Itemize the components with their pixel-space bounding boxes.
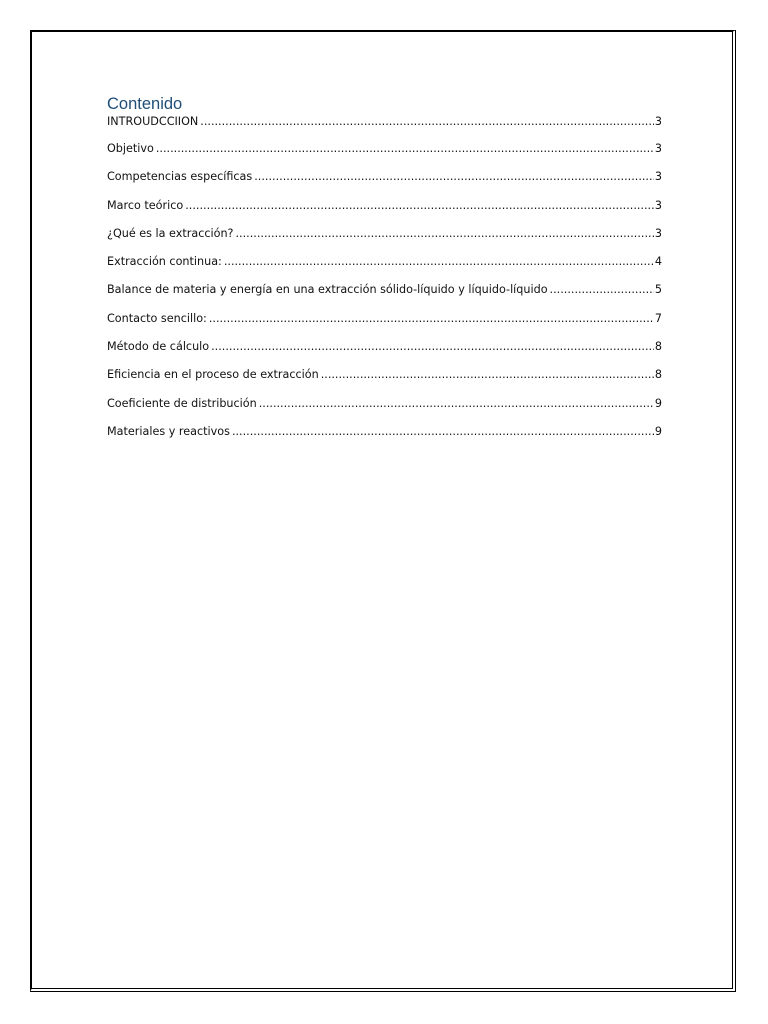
toc-page-number: 8 <box>654 368 662 382</box>
toc-entry-coeficiente[interactable] <box>107 397 662 425</box>
toc-page-number: 3 <box>654 142 662 155</box>
toc-leader-dots <box>224 255 654 269</box>
toc-entry-label: ¿Qué es la extracción? <box>107 226 234 240</box>
toc-leader-dots <box>550 283 654 297</box>
toc-entry-label: Método de cálculo <box>107 340 210 354</box>
toc-entry-label: Coeficiente de distribución <box>107 396 257 410</box>
toc-leader-dots <box>259 397 654 411</box>
toc-page-number: 9 <box>654 424 662 438</box>
toc-list <box>107 115 662 453</box>
toc-page-number: 3 <box>654 226 662 240</box>
toc-leader-dots <box>200 115 654 129</box>
toc-page-number: 3 <box>654 115 662 128</box>
toc-entry-label: Extracción continua: <box>107 255 222 269</box>
toc-page-number: 7 <box>654 311 662 325</box>
toc-leader-dots <box>321 368 654 382</box>
toc-entry-balance-materia[interactable] <box>107 283 662 311</box>
toc-page-number: 4 <box>654 255 662 269</box>
toc-entry-label: Materiales y reactivos <box>107 424 230 438</box>
toc-entry-materiales[interactable] <box>107 425 662 453</box>
toc-entry-label: Balance de materia y energía en una extracción sólido-líquido y líquido-líquido <box>107 283 548 297</box>
toc-page-number: 5 <box>654 283 662 297</box>
toc-entry-label: Contacto sencillo: <box>107 311 207 325</box>
toc-entry-introduccion[interactable] <box>107 115 662 142</box>
toc-entry-metodo-calculo[interactable] <box>107 340 662 368</box>
toc-leader-dots <box>232 425 654 439</box>
toc-page-number: 3 <box>654 170 662 184</box>
toc-page-number: 3 <box>654 198 662 212</box>
toc-entry-label: INTROUDCCIION <box>107 115 199 128</box>
toc-leader-dots <box>254 170 654 184</box>
toc-leader-dots <box>185 199 654 213</box>
toc-entry-marco-teorico[interactable] <box>107 199 662 227</box>
toc-entry-label: Competencias específicas <box>107 170 253 184</box>
toc-entry-extraccion-continua[interactable] <box>107 255 662 283</box>
toc-leader-dots <box>211 340 654 354</box>
toc-entry-competencias[interactable] <box>107 170 662 198</box>
toc-page-number: 9 <box>654 396 662 410</box>
toc-entry-label: Objetivo <box>107 142 154 155</box>
toc-entry-label: Marco teórico <box>107 198 184 212</box>
toc-entry-contacto-sencillo[interactable] <box>107 312 662 340</box>
toc-page-number: 8 <box>654 340 662 354</box>
toc-leader-dots <box>236 227 654 241</box>
toc-entry-objetivo[interactable] <box>107 142 662 170</box>
toc-entry-que-es-extraccion[interactable] <box>107 227 662 255</box>
toc-entry-eficiencia[interactable] <box>107 368 662 396</box>
toc-title: Contenido <box>107 95 183 113</box>
toc-entry-label: Eficiencia en el proceso de extracción <box>107 368 319 382</box>
table-of-contents <box>107 93 662 453</box>
toc-leader-dots <box>209 312 654 326</box>
toc-leader-dots <box>156 142 654 156</box>
